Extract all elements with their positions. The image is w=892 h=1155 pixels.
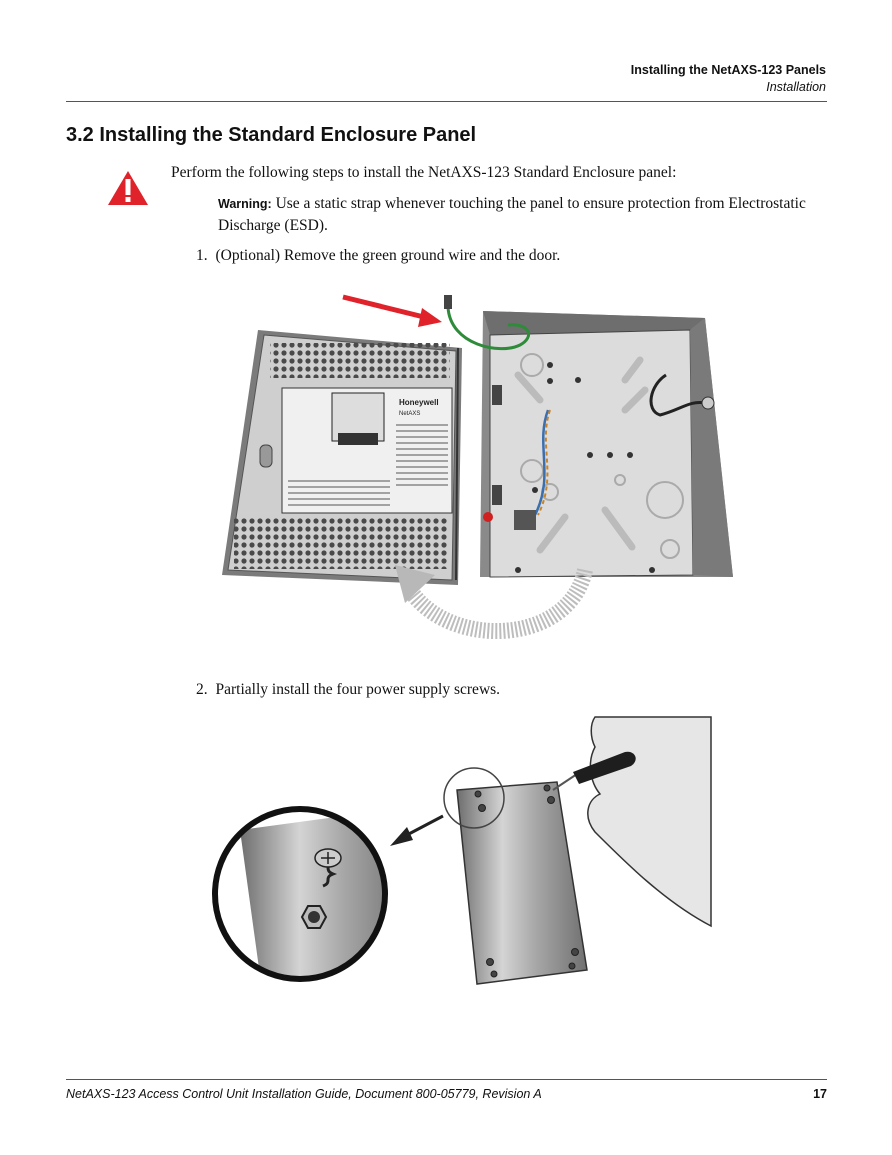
step-number: 2. bbox=[196, 681, 208, 698]
step-2 bbox=[196, 679, 500, 700]
model-label: NetAXS bbox=[399, 411, 421, 417]
step-text: (Optional) Remove the green ground wire and the door. bbox=[215, 247, 561, 264]
brand-label: Honeywell bbox=[399, 398, 439, 407]
step-1 bbox=[196, 245, 560, 266]
door-label bbox=[282, 388, 452, 513]
footer-rule bbox=[66, 1079, 827, 1080]
page-number: 17 bbox=[813, 1087, 827, 1101]
warning-triangle-icon bbox=[107, 170, 149, 206]
step-text: Partially install the four power supply screws. bbox=[215, 681, 501, 698]
pointer-arrow bbox=[390, 816, 443, 846]
step-number: 1. bbox=[196, 247, 208, 264]
footer bbox=[66, 1087, 827, 1101]
header-section: Installation bbox=[766, 80, 826, 94]
warning-paragraph bbox=[218, 193, 828, 236]
figure-remove-door bbox=[200, 285, 745, 650]
warning-label: Warning: bbox=[218, 197, 272, 211]
hand bbox=[588, 717, 711, 926]
warning-text: Use a static strap whenever touching the panel to ensure protection from Electrostatic Discharge (ESD). bbox=[218, 195, 806, 234]
running-header bbox=[631, 62, 826, 96]
magnified-detail bbox=[215, 807, 410, 992]
intro-text: Perform the following steps to install the NetAXS-123 Standard Enclosure panel: bbox=[171, 164, 677, 181]
header-chapter: Installing the NetAXS-123 Panels bbox=[630, 63, 826, 77]
red-arrow bbox=[343, 297, 442, 327]
enclosure-box bbox=[480, 311, 733, 577]
footer-document: NetAXS-123 Access Control Unit Installation Guide, Document 800-05779, Revision A bbox=[66, 1087, 542, 1101]
power-supply-plate bbox=[457, 782, 587, 984]
section-title: 3.2 Installing the Standard Enclosure Panel bbox=[66, 124, 477, 146]
figure-install-screws bbox=[195, 712, 720, 992]
header-rule bbox=[66, 101, 827, 102]
